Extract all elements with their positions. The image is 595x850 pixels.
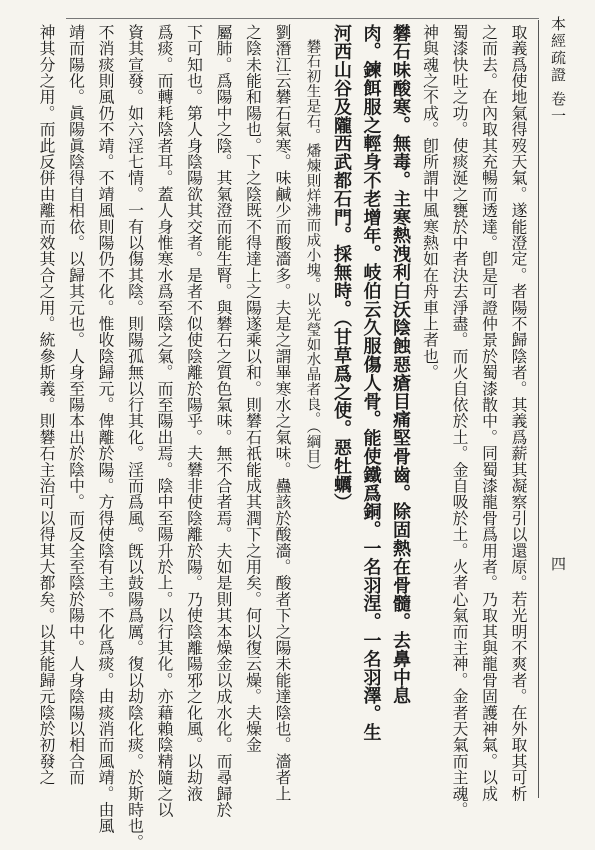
page-number: 四 (549, 556, 567, 571)
text-column: 神其分之用。而此反併由離而效其合之用。統參斯義。則礬石主治可以得其大都矣。以其能歸元陰於初發之 (37, 24, 56, 786)
text-column: 蜀漆快吐之功。使痰涎之甕於中者決去淨盡。而火自依於土。金自吸於土。火者心氣而主神。金者天氣而主魂。 (450, 24, 469, 818)
text-column: 之而去。在內取其充暢而透達。卽是可證仲景於蜀漆散中。同蜀漆龍骨爲用者。乃取其與龍骨固護神氣。以成 (479, 24, 499, 802)
text-column: 神與魂之不成。卽所謂中風寒熱如在舟車上者也。 (420, 24, 440, 381)
body-text (37, 24, 533, 850)
top-rule (66, 18, 539, 19)
entry-heading-column: 肉。鍊餌服之輕身不老增年。岐伯云久服傷人骨。能使鐵爲銅。一名羽涅。一名羽澤。生 (360, 24, 382, 742)
entry-heading-column: 河西山谷及隴西武都石門。採無時。（甘草爲之使。惡牡蠣） (331, 24, 352, 512)
text-column: 不消痰則風仍不靖。不靖風則陽仍不化。惟收陰歸元。俾離於陽。方得使陰有主。不化爲痰。由痰消而風靖。由風 (96, 24, 115, 834)
text-column: 屬肺。爲陽中之陰。其氣澄而能生腎。與礬石之質色氣味。無不合者焉。夫如是則其本燥金以成水化。而尋歸於 (214, 24, 233, 818)
text-column: 劉潛江云礬石氣寒。味鹹少而酸濇多。夫是之謂畢寒水之氣味。蠱該於酸濇。酸者下之陽未能達陰也。濇者上 (273, 24, 292, 802)
entry-heading-column: 礬石味酸寒。無毒。主寒熱洩利白沃陰蝕惡瘡目痛堅骨齒。除固熱在骨髓。去鼻中息 (390, 24, 411, 705)
text-column: 下可知也。第人身陰陽欲其交者。是者不似使陰離於陽乎。夫礬非使陰離於陽。乃使陰離陽邪之化風。以劫液 (184, 24, 204, 802)
text-column: 資其宣發。如六淫七情。一有以傷其陰。則陽孤無以行其化。淫而爲風。旣以鼓陽爲厲。復以劫陰化痰。於斯時也。 (125, 24, 145, 850)
text-column: 靖而陽化。眞陽眞陰得自相依。以歸其元也。人身至陽本出於陰中。而反全至陰於陽中。人身陰陽以相合而 (66, 24, 86, 786)
running-header-title: 本經疏證 卷一 (549, 16, 567, 125)
margin-rule (538, 20, 539, 798)
text-column: 取義爲使地氣得歿天氣。遂能澄定。者陽不歸陰者。其義爲薪其凝察引以還原。若光明不爽者。在外取其可析 (509, 24, 528, 802)
annotation-column: 礬石初生是石。燔煉則烊沸而成小塊。以光瑩如水晶者良。（綱目） (304, 39, 321, 479)
text-column: 之陰未能和陽也。下之陰既不得達上之陽遂乘以和。則礬石祇能成其潤下之用矣。何以復云燥。夫燥金 (243, 24, 263, 753)
text-column: 爲痰。而轉耗陰者耳。蓋人身惟寒水爲至陰之氣。而至陽出焉。陰中至陽升於上。以行其化。亦藉賴陰精隨之以 (155, 24, 174, 818)
